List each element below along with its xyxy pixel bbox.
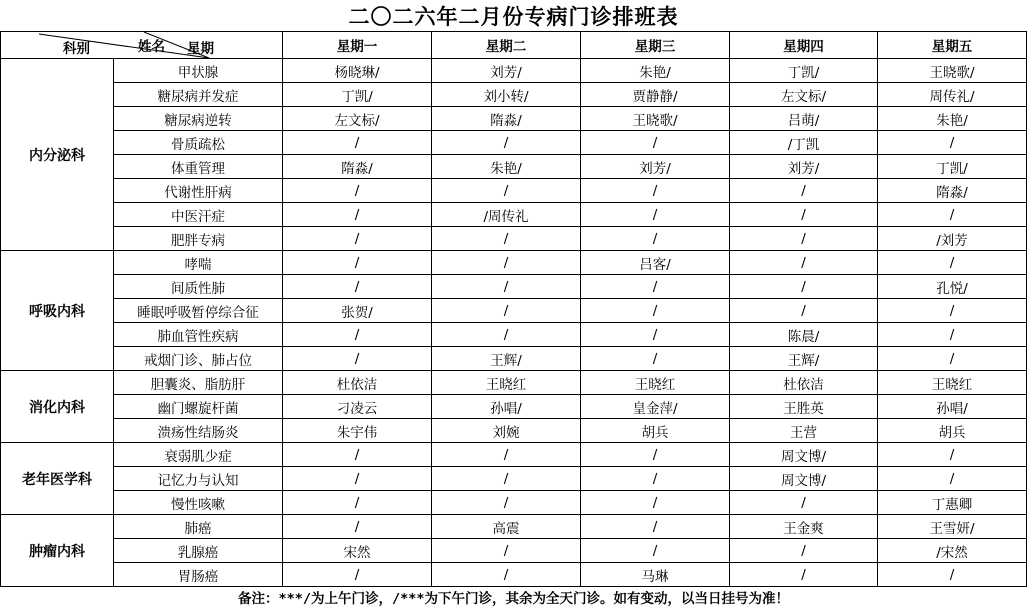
table-row bbox=[1, 467, 1027, 491]
doctor-cell: / bbox=[432, 275, 581, 299]
doctor-cell: / bbox=[730, 491, 878, 515]
table-row bbox=[1, 83, 1027, 107]
department-cell: 内分泌科 bbox=[1, 59, 114, 251]
doctor-cell: 刘小转/ bbox=[432, 83, 581, 107]
doctor-cell: 王晓红 bbox=[878, 371, 1027, 395]
doctor-cell: 王晓歌/ bbox=[581, 107, 730, 131]
name-header-label: 姓名 bbox=[138, 39, 165, 55]
clinic-name-cell: 体重管理 bbox=[114, 155, 283, 179]
doctor-cell: 杜依洁 bbox=[730, 371, 878, 395]
doctor-cell: / bbox=[878, 443, 1027, 467]
doctor-cell: / bbox=[581, 539, 730, 563]
doctor-cell: 隋淼/ bbox=[432, 107, 581, 131]
clinic-name-cell: 肥胖专病 bbox=[114, 227, 283, 251]
clinic-name-cell: 胆囊炎、脂肪肝 bbox=[114, 371, 283, 395]
clinic-name-cell: 记忆力与认知 bbox=[114, 467, 283, 491]
clinic-name-cell: 骨质疏松 bbox=[114, 131, 283, 155]
doctor-cell: 王晓红 bbox=[581, 371, 730, 395]
doctor-cell: / bbox=[432, 131, 581, 155]
doctor-cell: / bbox=[878, 563, 1027, 587]
doctor-cell: / bbox=[581, 515, 730, 539]
doctor-cell: 王营 bbox=[730, 419, 878, 443]
day-header-thu: 星期四 bbox=[730, 32, 878, 59]
doctor-cell: 王金爽 bbox=[730, 515, 878, 539]
doctor-cell: 孙唱/ bbox=[432, 395, 581, 419]
table-row bbox=[1, 131, 1027, 155]
table-row bbox=[1, 395, 1027, 419]
doctor-cell: 王胜英 bbox=[730, 395, 878, 419]
doctor-cell: 朱艳/ bbox=[581, 59, 730, 83]
doctor-cell: 王辉/ bbox=[432, 347, 581, 371]
table-row bbox=[1, 539, 1027, 563]
doctor-cell: / bbox=[283, 203, 432, 227]
doctor-cell: / bbox=[283, 227, 432, 251]
clinic-name-cell: 戒烟门诊、肺占位 bbox=[114, 347, 283, 371]
table-row bbox=[1, 203, 1027, 227]
doctor-cell: 王辉/ bbox=[730, 347, 878, 371]
doctor-cell: 周文博/ bbox=[730, 467, 878, 491]
doctor-cell: / bbox=[878, 131, 1027, 155]
doctor-cell: 丁惠卿 bbox=[878, 491, 1027, 515]
doctor-cell: / bbox=[581, 275, 730, 299]
clinic-name-cell: 糖尿病并发症 bbox=[114, 83, 283, 107]
doctor-cell: 王晓红 bbox=[432, 371, 581, 395]
doctor-cell: / bbox=[878, 347, 1027, 371]
clinic-name-cell: 衰弱肌少症 bbox=[114, 443, 283, 467]
doctor-cell: 皇金萍/ bbox=[581, 395, 730, 419]
department-cell: 肿瘤内科 bbox=[1, 515, 114, 587]
doctor-cell: 高震 bbox=[432, 515, 581, 539]
doctor-cell: / bbox=[878, 203, 1027, 227]
doctor-cell: / bbox=[581, 131, 730, 155]
doctor-cell: 左文标/ bbox=[283, 107, 432, 131]
table-row bbox=[1, 443, 1027, 467]
doctor-cell: / bbox=[283, 443, 432, 467]
clinic-name-cell: 幽门螺旋杆菌 bbox=[114, 395, 283, 419]
diagonal-header-cell bbox=[1, 32, 283, 59]
doctor-cell: / bbox=[432, 467, 581, 491]
clinic-name-cell: 睡眠呼吸暂停综合征 bbox=[114, 299, 283, 323]
table-row bbox=[1, 299, 1027, 323]
table-row bbox=[1, 59, 1027, 83]
doctor-cell: / bbox=[878, 323, 1027, 347]
doctor-cell: / bbox=[283, 491, 432, 515]
doctor-cell: 王晓歌/ bbox=[878, 59, 1027, 83]
doctor-cell: / bbox=[878, 299, 1027, 323]
doctor-cell: 马琳 bbox=[581, 563, 730, 587]
doctor-cell: / bbox=[432, 563, 581, 587]
doctor-cell: 隋淼/ bbox=[878, 179, 1027, 203]
doctor-cell: 周传礼/ bbox=[878, 83, 1027, 107]
doctor-cell: /刘芳 bbox=[878, 227, 1027, 251]
table-row bbox=[1, 491, 1027, 515]
doctor-cell: 胡兵 bbox=[878, 419, 1027, 443]
doctor-cell: / bbox=[878, 251, 1027, 275]
table-row bbox=[1, 251, 1027, 275]
doctor-cell: / bbox=[283, 179, 432, 203]
doctor-cell: / bbox=[283, 467, 432, 491]
doctor-cell: 左文标/ bbox=[730, 83, 878, 107]
doctor-cell: 刘芳/ bbox=[730, 155, 878, 179]
doctor-cell: 胡兵 bbox=[581, 419, 730, 443]
clinic-name-cell: 胃肠癌 bbox=[114, 563, 283, 587]
day-header-mon: 星期一 bbox=[283, 32, 432, 59]
doctor-cell: 刁凌云 bbox=[283, 395, 432, 419]
table-row bbox=[1, 107, 1027, 131]
doctor-cell: / bbox=[581, 347, 730, 371]
department-cell: 呼吸内科 bbox=[1, 251, 114, 371]
table-row bbox=[1, 419, 1027, 443]
doctor-cell: / bbox=[432, 323, 581, 347]
doctor-cell: / bbox=[283, 515, 432, 539]
doctor-cell: / bbox=[581, 443, 730, 467]
clinic-name-cell: 慢性咳嗽 bbox=[114, 491, 283, 515]
doctor-cell: 丁凯/ bbox=[283, 83, 432, 107]
day-header-wed: 星期三 bbox=[581, 32, 730, 59]
doctor-cell: / bbox=[581, 203, 730, 227]
clinic-name-cell: 甲状腺 bbox=[114, 59, 283, 83]
doctor-cell: 宋然 bbox=[283, 539, 432, 563]
doctor-cell: / bbox=[730, 227, 878, 251]
doctor-cell: / bbox=[432, 299, 581, 323]
doctor-cell: 刘芳/ bbox=[432, 59, 581, 83]
doctor-cell: 朱艳/ bbox=[432, 155, 581, 179]
clinic-name-cell: 代谢性肝病 bbox=[114, 179, 283, 203]
doctor-cell: / bbox=[730, 299, 878, 323]
doctor-cell: 杨晓琳/ bbox=[283, 59, 432, 83]
doctor-cell: / bbox=[432, 491, 581, 515]
doctor-cell: 陈晨/ bbox=[730, 323, 878, 347]
dept-header-label: 科别 bbox=[63, 41, 90, 57]
table-row bbox=[1, 155, 1027, 179]
footer-note: 备注：***/为上午门诊，/***为下午门诊，其余为全天门诊。如有变动，以当日挂号为准！ bbox=[237, 591, 790, 607]
doctor-cell: 张贺/ bbox=[283, 299, 432, 323]
doctor-cell: 吕萌/ bbox=[730, 107, 878, 131]
doctor-cell: 孙唱/ bbox=[878, 395, 1027, 419]
doctor-cell: 贾静静/ bbox=[581, 83, 730, 107]
doctor-cell: / bbox=[283, 131, 432, 155]
doctor-cell: 刘婉 bbox=[432, 419, 581, 443]
doctor-cell: 杜依洁 bbox=[283, 371, 432, 395]
doctor-cell: / bbox=[432, 539, 581, 563]
doctor-cell: / bbox=[581, 299, 730, 323]
doctor-cell: 丁凯/ bbox=[878, 155, 1027, 179]
department-cell: 老年医学科 bbox=[1, 443, 114, 515]
doctor-cell: 朱宇伟 bbox=[283, 419, 432, 443]
doctor-cell: / bbox=[432, 251, 581, 275]
doctor-cell: / bbox=[581, 179, 730, 203]
header-row bbox=[1, 32, 1027, 59]
clinic-name-cell: 肺血管性疾病 bbox=[114, 323, 283, 347]
doctor-cell: /宋然 bbox=[878, 539, 1027, 563]
doctor-cell: / bbox=[581, 467, 730, 491]
doctor-cell: /周传礼 bbox=[432, 203, 581, 227]
doctor-cell: / bbox=[581, 323, 730, 347]
doctor-cell: / bbox=[432, 443, 581, 467]
doctor-cell: / bbox=[283, 251, 432, 275]
day-header-tue: 星期二 bbox=[432, 32, 581, 59]
table-row bbox=[1, 515, 1027, 539]
clinic-name-cell: 肺癌 bbox=[114, 515, 283, 539]
table-row bbox=[1, 347, 1027, 371]
department-cell: 消化内科 bbox=[1, 371, 114, 443]
doctor-cell: 孔悦/ bbox=[878, 275, 1027, 299]
clinic-name-cell: 间质性肺 bbox=[114, 275, 283, 299]
table-row bbox=[1, 371, 1027, 395]
clinic-name-cell: 乳腺癌 bbox=[114, 539, 283, 563]
doctor-cell: 隋淼/ bbox=[283, 155, 432, 179]
clinic-name-cell: 溃疡性结肠炎 bbox=[114, 419, 283, 443]
doctor-cell: / bbox=[730, 539, 878, 563]
doctor-cell: / bbox=[730, 179, 878, 203]
doctor-cell: / bbox=[283, 275, 432, 299]
table-row bbox=[1, 323, 1027, 347]
table-row bbox=[1, 227, 1027, 251]
clinic-name-cell: 糖尿病逆转 bbox=[114, 107, 283, 131]
schedule-table bbox=[0, 31, 1027, 587]
doctor-cell: 吕客/ bbox=[581, 251, 730, 275]
page-title: 二〇二六年二月份专病门诊排班表 bbox=[348, 4, 679, 29]
clinic-name-cell: 哮喘 bbox=[114, 251, 283, 275]
doctor-cell: / bbox=[730, 563, 878, 587]
doctor-cell: / bbox=[730, 203, 878, 227]
doctor-cell: / bbox=[878, 467, 1027, 491]
doctor-cell: / bbox=[432, 227, 581, 251]
doctor-cell: / bbox=[581, 227, 730, 251]
clinic-name-cell: 中医汗症 bbox=[114, 203, 283, 227]
doctor-cell: 王雪妍/ bbox=[878, 515, 1027, 539]
table-row bbox=[1, 275, 1027, 299]
table-row bbox=[1, 563, 1027, 587]
doctor-cell: /丁凯 bbox=[730, 131, 878, 155]
doctor-cell: / bbox=[432, 179, 581, 203]
doctor-cell: / bbox=[283, 347, 432, 371]
doctor-cell: 朱艳/ bbox=[878, 107, 1027, 131]
doctor-cell: 周文博/ bbox=[730, 443, 878, 467]
doctor-cell: / bbox=[730, 251, 878, 275]
day-header-label: 星期 bbox=[187, 41, 214, 57]
doctor-cell: 丁凯/ bbox=[730, 59, 878, 83]
doctor-cell: / bbox=[283, 323, 432, 347]
day-header-fri: 星期五 bbox=[878, 32, 1027, 59]
doctor-cell: / bbox=[581, 491, 730, 515]
doctor-cell: / bbox=[730, 275, 878, 299]
doctor-cell: 刘芳/ bbox=[581, 155, 730, 179]
table-row bbox=[1, 179, 1027, 203]
doctor-cell: / bbox=[283, 563, 432, 587]
